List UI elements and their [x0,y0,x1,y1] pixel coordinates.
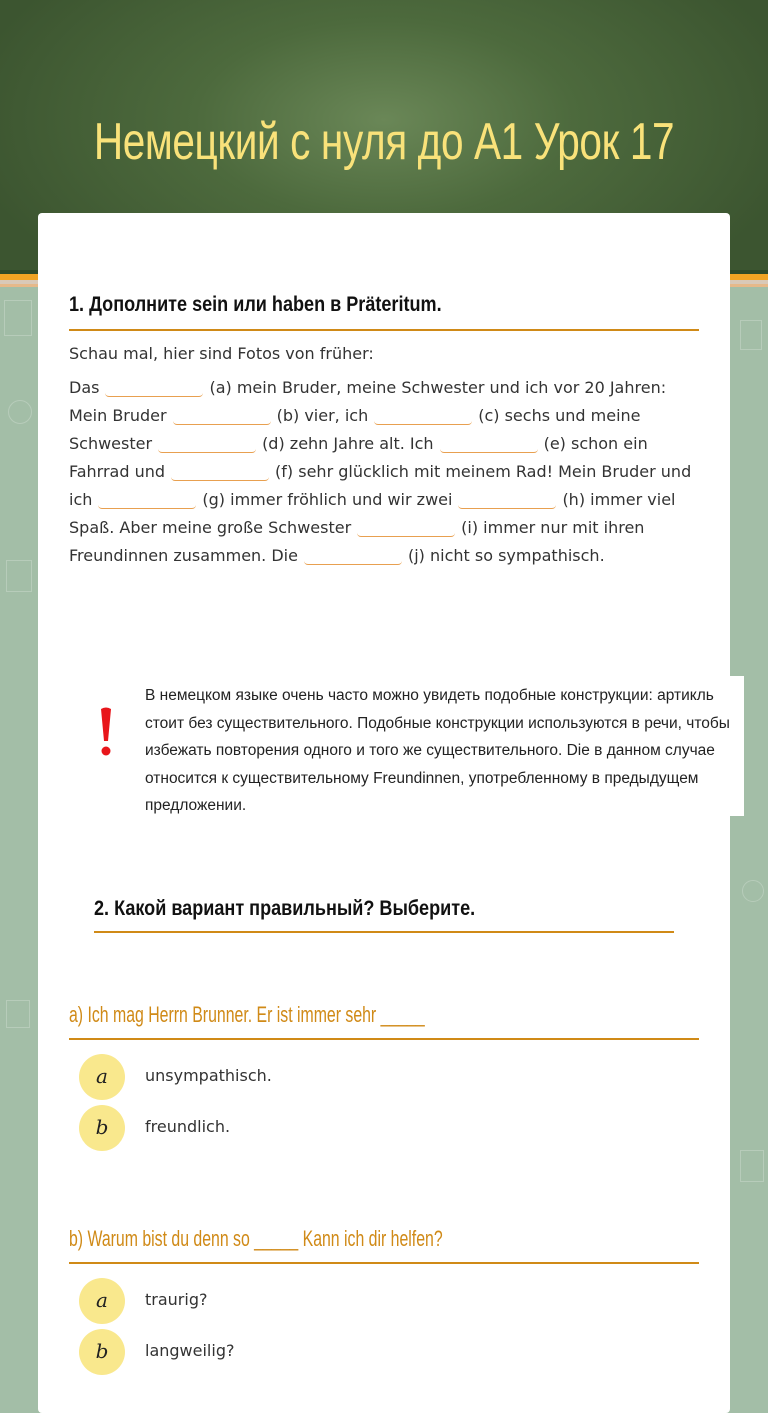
text-segment: (j) nicht so sympathisch. [407,546,605,565]
text-segment: (a) mein Bruder, meine Schwester und ich vor 20 Jahren: Mein Bruder [69,378,667,425]
exercise-2-heading-text: 2. Какой вариант правильный? Выберите. [94,897,476,920]
text-segment: (h) immer viel Spaß. Aber meine große Schwester [69,490,676,537]
text-segment: (c) sechs und meine Schwester [69,406,641,453]
option-letter-bubble[interactable]: a [79,1278,125,1324]
blank-input-c[interactable] [374,406,472,425]
text-segment: (i) immer nur mit ihren Freundinnen zusammen. Die [69,518,645,565]
question-b-prompt [69,1226,588,1252]
option-b[interactable] [79,1105,479,1151]
page-title: Немецкий с нуля до А1 Урок 17 [93,113,675,171]
option-a[interactable] [79,1054,479,1100]
option-letter-bubble[interactable]: a [79,1054,125,1100]
background-doodle [6,1000,30,1028]
exercise-1-heading [69,293,699,317]
option-b[interactable] [79,1329,479,1375]
blank-input-h[interactable] [458,490,556,509]
blank-input-f[interactable] [171,462,269,481]
question-a-text: a) Ich mag Herrn Brunner. Er ist immer sehr _____ [69,1002,425,1027]
exercise-1-intro: Schau mal, hier sind Fotos von früher: [69,344,374,363]
worksheet-card [38,213,730,1413]
grammar-note [138,676,744,816]
text-segment: (g) immer fröhlich und wir zwei [202,490,453,509]
background-doodle [6,560,32,592]
text-segment: (f) sehr glücklich mit meinem Rad! Mein Bruder und ich [69,462,692,509]
question-divider [69,1038,699,1040]
heading-divider [69,329,699,331]
background-doodle [742,880,764,902]
option-text[interactable]: traurig? [145,1290,208,1309]
option-text[interactable]: unsympathisch. [145,1066,272,1085]
blank-input-g[interactable] [98,490,196,509]
option-letter-bubble[interactable]: b [79,1105,125,1151]
option-letter-bubble[interactable]: b [79,1329,125,1375]
exercise-2-heading [94,897,537,921]
exclamation-icon [100,707,112,757]
blank-input-e[interactable] [440,434,538,453]
option-text[interactable]: freundlich. [145,1117,231,1136]
blank-input-d[interactable] [158,434,256,453]
option-text[interactable]: langweilig? [145,1341,235,1360]
background-doodle [8,400,32,424]
background-doodle [740,1150,764,1182]
exercise-1-heading-text: 1. Дополните sein или haben в Präteritum. [69,293,442,316]
grammar-note-text: В немецком языке очень часто можно увидеть подобные конструкции: артикль стоит без существительного. Подобные конструкции используются в речи, чтобы избежать повторения одного и того же существительного. Die в данном случае относится к существительному Freundinnen, употребленному в предыдущем предложении. [145,687,730,814]
background-doodle [4,300,32,336]
blank-input-a[interactable] [105,378,203,397]
blank-input-b[interactable] [173,406,271,425]
blank-input-i[interactable] [357,518,455,537]
text-segment: (d) zehn Jahre alt. Ich [262,434,434,453]
option-a[interactable] [79,1278,479,1324]
text-segment: (e) schon ein Fahrrad und [69,434,648,481]
heading-divider [94,931,674,933]
question-b-text: b) Warum bist du denn so _____ Kann ich dir helfen? [69,1226,443,1251]
question-a-prompt [69,1002,563,1028]
blank-input-j[interactable] [304,546,402,565]
text-segment: Das [69,378,100,397]
question-divider [69,1262,699,1264]
exercise-1-text [69,374,701,570]
text-segment: (b) vier, ich [276,406,369,425]
background-doodle [740,320,762,350]
